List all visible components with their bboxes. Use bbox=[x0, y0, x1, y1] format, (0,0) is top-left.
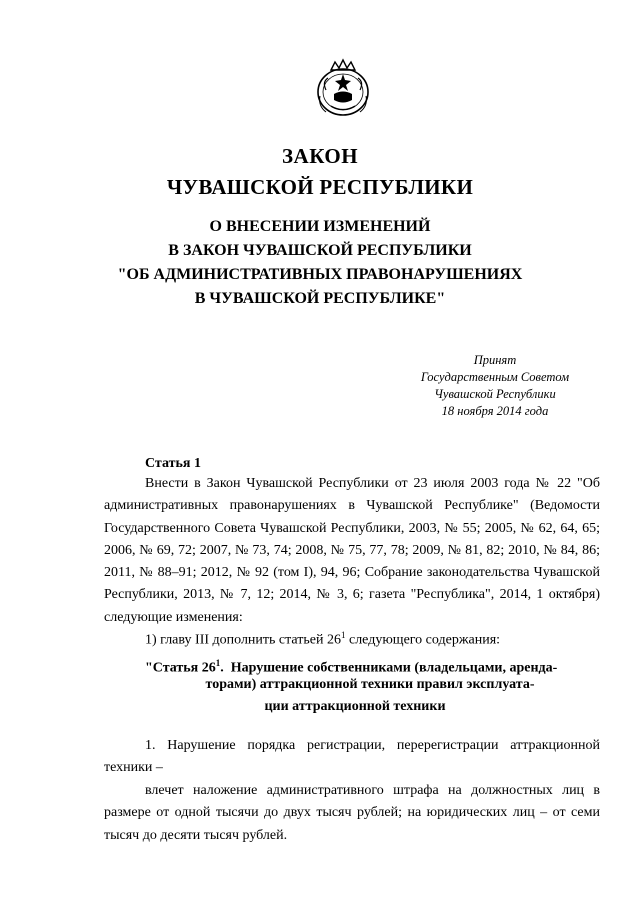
adoption-line-1: Принят bbox=[473, 353, 517, 367]
coat-of-arms-emblem bbox=[314, 56, 372, 120]
subtitle-line-3: "ОБ АДМИНИСТРАТИВНЫХ ПРАВОНАРУШЕНИЯХ bbox=[117, 266, 523, 283]
point-1-paragraph bbox=[104, 735, 600, 780]
adoption-note bbox=[400, 352, 590, 420]
new-article-title-line-3: ции аттракционной техники bbox=[264, 699, 446, 714]
item-1 bbox=[145, 630, 500, 649]
adoption-line-2: Государственным Советом bbox=[420, 370, 570, 384]
republic-title: ЧУВАШСКОЙ РЕСПУБЛИКИ bbox=[166, 175, 474, 199]
item-1-prefix: 1) главу III дополнить статьей 26 bbox=[145, 632, 341, 648]
subtitle-line-1: О ВНЕСЕНИИ ИЗМЕНЕНИЙ bbox=[209, 218, 431, 235]
new-article-superscript: 1 bbox=[215, 658, 221, 668]
subtitle-line-2: В ЗАКОН ЧУВАШСКОЙ РЕСПУБЛИКИ bbox=[168, 242, 472, 259]
article-intro-text: Внести в Закон Чувашской Республики от 23 июля 2003 года № 22 "Об административных правонарушениях в Чувашской Республике" (Ведомости Государственного Совета Чувашской Республики, 2003, № 55; 2005, № 62, 64, 65; 2006, № 69, 72; 2007, № 73, 74; 2008, № 75, 77, 78; 2009, № 81, 82; 2010, № 84, 86; 2011, № 88–91; 2012, № 92 (том I), 94, 96; Собрание законодательства Чувашской Республики, 2013, № 7, 12; 2014, № 3, 6; газета "Республика", 2014, 1 октября) следующие изменения: bbox=[104, 476, 600, 625]
subtitle-line-4: В ЧУВАШСКОЙ РЕСПУБЛИКЕ" bbox=[194, 290, 446, 307]
article-heading: Статья 1 bbox=[145, 456, 201, 471]
item-1-suffix: следующего содержания: bbox=[345, 632, 501, 648]
new-article-label: "Статья 26 bbox=[145, 660, 216, 676]
new-article-title-1: Нарушение собственниками (владельцами, арендa- bbox=[230, 660, 558, 676]
article-intro-paragraph bbox=[104, 473, 600, 629]
point-1-text: 1. Нарушение порядка регистрации, перерегистрации аттракционной техники – bbox=[104, 738, 600, 776]
law-title: ЗАКОН bbox=[281, 144, 359, 168]
adoption-line-3: Чувашской Республики bbox=[434, 387, 556, 401]
penalty-paragraph bbox=[104, 780, 600, 847]
item-1-superscript: 1 bbox=[340, 630, 346, 640]
penalty-text: влечет наложение административного штрафа на должностных лиц в размере от одной тысячи до двух тысяч рублей; на юридических лиц – от семи тысяч до десяти тысяч рублей. bbox=[104, 783, 600, 843]
new-article-dot: . bbox=[220, 660, 224, 676]
new-article-title-line-2: торами) аттракционной техники правил эксплуата- bbox=[205, 677, 535, 692]
adoption-date: 18 ноября 2014 года bbox=[441, 404, 549, 418]
